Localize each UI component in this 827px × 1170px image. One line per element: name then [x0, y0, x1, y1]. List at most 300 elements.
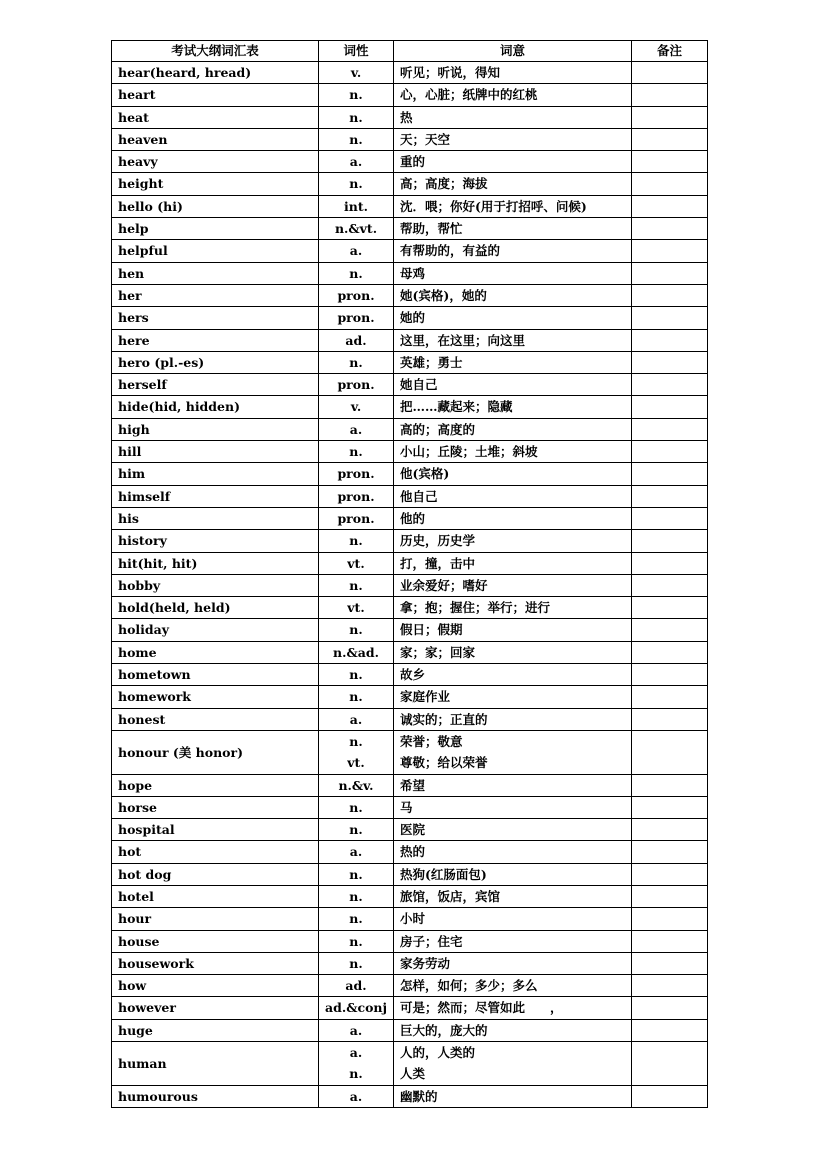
meaning-cell — [394, 463, 632, 485]
meaning-cell — [394, 908, 632, 930]
pos-text: n. — [349, 444, 363, 460]
meaning-text: 小时 — [400, 911, 426, 927]
meaning-text: 人的，人类的 — [400, 1045, 476, 1061]
note-cell — [632, 485, 708, 507]
pos-text: v. — [350, 65, 362, 80]
meaning-cell — [394, 885, 632, 907]
note-cell — [632, 686, 708, 708]
table-row — [112, 151, 708, 173]
note-cell — [632, 530, 708, 552]
table-row — [112, 173, 708, 195]
pos-cell — [319, 530, 394, 552]
vocabulary-table — [111, 40, 708, 1108]
meaning-text: 沈．喂；你好(用于打招呼、问候) — [400, 198, 587, 214]
pos-text: pron. — [337, 287, 375, 303]
note-cell — [632, 329, 708, 351]
meaning-text: 他(宾格) — [400, 466, 450, 482]
pos-cell — [319, 997, 394, 1019]
word-cell: him — [112, 463, 319, 485]
meaning-text: 幽默的 — [400, 1088, 438, 1104]
pos-text: n.&vt. — [334, 221, 378, 237]
word-cell: homework — [112, 686, 319, 708]
word-cell: height — [112, 173, 319, 195]
word-cell: history — [112, 530, 319, 552]
meaning-text: 业余爱好；嗜好 — [400, 577, 488, 593]
table-row — [112, 262, 708, 284]
table-row — [112, 84, 708, 106]
pos-text: a. — [349, 1045, 363, 1061]
meaning-cell — [394, 730, 632, 774]
pos-cell — [319, 128, 394, 150]
pos-text: n. — [349, 733, 363, 749]
pos-text: n. — [349, 577, 363, 593]
meaning-cell — [394, 418, 632, 440]
table-row — [112, 708, 708, 730]
pos-cell — [319, 619, 394, 641]
word-cell: himself — [112, 485, 319, 507]
meaning-text: 把……藏起来；隐藏 — [400, 399, 513, 415]
pos-text: a. — [349, 844, 363, 860]
pos-cell — [319, 730, 394, 774]
meaning-text: 热狗(红肠面包) — [400, 866, 487, 882]
pos-cell — [319, 329, 394, 351]
meaning-cell — [394, 774, 632, 796]
note-cell — [632, 195, 708, 217]
meaning-cell — [394, 863, 632, 885]
note-cell — [632, 708, 708, 730]
table-row — [112, 552, 708, 574]
table-row — [112, 441, 708, 463]
meaning-cell — [394, 1042, 632, 1086]
note-cell — [632, 418, 708, 440]
meaning-text: 马 — [400, 799, 413, 815]
pos-text: n. — [349, 131, 363, 147]
pos-text: pron. — [337, 488, 375, 504]
word-cell: hit(hit, hit) — [112, 552, 319, 574]
table-row — [112, 796, 708, 818]
meaning-text: 房子；住宅 — [400, 933, 463, 949]
pos-text: n. — [349, 354, 363, 370]
pos-text: n. — [349, 176, 363, 192]
meaning-cell — [394, 930, 632, 952]
pos-text: ad. — [345, 332, 367, 348]
note-cell — [632, 597, 708, 619]
table-row — [112, 597, 708, 619]
table-row — [112, 530, 708, 552]
word-cell: her — [112, 284, 319, 306]
meaning-cell — [394, 507, 632, 529]
word-cell: hot — [112, 841, 319, 863]
word-cell: hope — [112, 774, 319, 796]
meaning-text: 诚实的；正直的 — [400, 711, 488, 727]
table-row — [112, 485, 708, 507]
word-cell: honest — [112, 708, 319, 730]
pos-text: a. — [349, 421, 363, 437]
pos-cell — [319, 240, 394, 262]
note-cell — [632, 284, 708, 306]
note-cell — [632, 574, 708, 596]
table-row — [112, 284, 708, 306]
pos-text: pron. — [337, 310, 375, 326]
meaning-text: 巨大的，庞大的 — [400, 1022, 488, 1038]
note-cell — [632, 730, 708, 774]
table-row — [112, 463, 708, 485]
word-cell: hen — [112, 262, 319, 284]
table-row — [112, 819, 708, 841]
note-cell — [632, 774, 708, 796]
word-cell: housework — [112, 952, 319, 974]
pos-cell — [319, 708, 394, 730]
table-row — [112, 730, 708, 774]
meaning-text: 高的；高度的 — [400, 421, 476, 437]
word-cell: house — [112, 930, 319, 952]
note-cell — [632, 307, 708, 329]
note-cell — [632, 885, 708, 907]
meaning-cell — [394, 62, 632, 84]
note-cell — [632, 863, 708, 885]
meaning-text: 故乡 — [400, 667, 426, 683]
pos-text: n. — [349, 689, 363, 705]
meaning-cell — [394, 351, 632, 373]
pos-text: pron. — [337, 466, 375, 482]
pos-cell — [319, 975, 394, 997]
word-cell: hers — [112, 307, 319, 329]
table-row — [112, 307, 708, 329]
meaning-cell — [394, 329, 632, 351]
table-row — [112, 641, 708, 663]
table-row — [112, 62, 708, 84]
meaning-text: 心，心脏；纸牌中的红桃 — [400, 87, 538, 103]
note-cell — [632, 374, 708, 396]
pos-cell — [319, 173, 394, 195]
note-cell — [632, 240, 708, 262]
word-cell: honour (美 honor) — [112, 730, 319, 774]
table-row — [112, 885, 708, 907]
meaning-cell — [394, 686, 632, 708]
pos-cell — [319, 507, 394, 529]
word-cell: hometown — [112, 664, 319, 686]
table-row — [112, 418, 708, 440]
meaning-text: 有帮助的，有益的 — [400, 243, 501, 259]
word-cell: however — [112, 997, 319, 1019]
pos-text: n. — [349, 1066, 363, 1082]
table-row — [112, 619, 708, 641]
pos-text: vt. — [347, 555, 365, 571]
word-cell: how — [112, 975, 319, 997]
pos-cell — [319, 307, 394, 329]
table-row — [112, 351, 708, 373]
pos-text: n. — [349, 888, 363, 904]
meaning-cell — [394, 597, 632, 619]
meaning-cell — [394, 151, 632, 173]
meaning-text: 这里，在这里；向这里 — [400, 332, 526, 348]
note-cell — [632, 664, 708, 686]
meaning-cell — [394, 84, 632, 106]
pos-text: n. — [349, 822, 363, 838]
note-cell — [632, 819, 708, 841]
table-row — [112, 195, 708, 217]
word-cell: here — [112, 329, 319, 351]
pos-text: n. — [349, 667, 363, 683]
pos-cell — [319, 441, 394, 463]
meaning-cell — [394, 708, 632, 730]
pos-cell — [319, 774, 394, 796]
note-cell — [632, 930, 708, 952]
pos-text: a. — [349, 1088, 363, 1104]
meaning-cell — [394, 530, 632, 552]
meaning-text: 重的 — [400, 154, 426, 170]
note-cell — [632, 396, 708, 418]
pos-text: n. — [349, 265, 363, 281]
table-row — [112, 664, 708, 686]
table-row — [112, 1019, 708, 1041]
pos-cell — [319, 863, 394, 885]
pos-cell — [319, 351, 394, 373]
pos-text: n. — [349, 866, 363, 882]
pos-text: a. — [349, 711, 363, 727]
pos-cell — [319, 819, 394, 841]
word-cell: humourous — [112, 1085, 319, 1107]
meaning-text: 她自己 — [400, 377, 438, 393]
table-row — [112, 106, 708, 128]
pos-cell — [319, 463, 394, 485]
header-pos: 词性 — [319, 41, 394, 62]
meaning-text: 她(宾格)，她的 — [400, 287, 487, 303]
meaning-text: 医院 — [400, 822, 426, 838]
note-cell — [632, 619, 708, 641]
note-cell — [632, 351, 708, 373]
pos-cell — [319, 84, 394, 106]
word-cell: heavy — [112, 151, 319, 173]
table-row — [112, 507, 708, 529]
meaning-text: 打，撞，击中 — [400, 555, 476, 571]
meaning-text: 历史，历史学 — [400, 533, 476, 549]
meaning-cell — [394, 975, 632, 997]
note-cell — [632, 841, 708, 863]
meaning-cell — [394, 195, 632, 217]
table-row — [112, 908, 708, 930]
note-cell — [632, 151, 708, 173]
pos-cell — [319, 262, 394, 284]
note-cell — [632, 262, 708, 284]
word-cell: human — [112, 1042, 319, 1086]
pos-text: n. — [349, 799, 363, 815]
meaning-text: 她的 — [400, 310, 426, 326]
pos-cell — [319, 151, 394, 173]
word-cell: hold(held, held) — [112, 597, 319, 619]
word-cell: hot dog — [112, 863, 319, 885]
meaning-cell — [394, 396, 632, 418]
table-row — [112, 396, 708, 418]
word-cell: hill — [112, 441, 319, 463]
pos-text: n. — [349, 955, 363, 971]
note-cell — [632, 975, 708, 997]
meaning-cell — [394, 218, 632, 240]
word-cell: heaven — [112, 128, 319, 150]
pos-cell — [319, 908, 394, 930]
pos-cell — [319, 195, 394, 217]
meaning-text: 假日；假期 — [400, 622, 463, 638]
note-cell — [632, 106, 708, 128]
pos-cell — [319, 930, 394, 952]
word-cell: hobby — [112, 574, 319, 596]
table-row — [112, 975, 708, 997]
word-cell: huge — [112, 1019, 319, 1041]
pos-cell — [319, 1085, 394, 1107]
table-row — [112, 1042, 708, 1086]
meaning-text: 家务劳动 — [400, 955, 451, 971]
pos-cell — [319, 396, 394, 418]
table-row — [112, 240, 708, 262]
meaning-text: 旅馆，饭店，宾馆 — [400, 888, 501, 904]
pos-text: ad. — [345, 978, 367, 994]
pos-text: a. — [349, 154, 363, 170]
meaning-text: 天；天空 — [400, 131, 451, 147]
meaning-cell — [394, 262, 632, 284]
pos-text: n. — [349, 87, 363, 103]
meaning-cell — [394, 552, 632, 574]
pos-text: pron. — [337, 377, 375, 393]
meaning-cell — [394, 841, 632, 863]
table-row — [112, 374, 708, 396]
word-cell: hospital — [112, 819, 319, 841]
note-cell — [632, 908, 708, 930]
meaning-cell — [394, 307, 632, 329]
table-row — [112, 774, 708, 796]
meaning-text: 高；高度；海拔 — [400, 176, 488, 192]
meaning-cell — [394, 173, 632, 195]
meaning-text: 家庭作业 — [400, 689, 451, 705]
word-cell: hotel — [112, 885, 319, 907]
pos-cell — [319, 574, 394, 596]
meaning-text: 母鸡 — [400, 265, 426, 281]
table-row — [112, 329, 708, 351]
pos-cell — [319, 284, 394, 306]
pos-text: ad.&conj — [325, 1000, 388, 1016]
pos-text: n.&v. — [338, 777, 374, 793]
pos-text: n. — [349, 911, 363, 927]
pos-cell — [319, 218, 394, 240]
word-cell: help — [112, 218, 319, 240]
pos-cell — [319, 1042, 394, 1086]
pos-text: a. — [349, 1022, 363, 1038]
word-cell: his — [112, 507, 319, 529]
note-cell — [632, 641, 708, 663]
word-cell: hear(heard, hread) — [112, 62, 319, 84]
pos-text: n. — [349, 533, 363, 549]
meaning-text: 听见；听说，得知 — [400, 65, 501, 80]
header-word: 考试大纲词汇表 — [112, 41, 319, 62]
meaning-cell — [394, 128, 632, 150]
table-row — [112, 952, 708, 974]
note-cell — [632, 128, 708, 150]
meaning-text: 家；家；回家 — [400, 644, 476, 660]
pos-cell — [319, 597, 394, 619]
word-cell: high — [112, 418, 319, 440]
note-cell — [632, 463, 708, 485]
pos-cell — [319, 664, 394, 686]
meaning-cell — [394, 374, 632, 396]
pos-cell — [319, 106, 394, 128]
meaning-cell — [394, 664, 632, 686]
word-cell: home — [112, 641, 319, 663]
meaning-text: 希望 — [400, 777, 426, 793]
pos-cell — [319, 1019, 394, 1041]
word-cell: helpful — [112, 240, 319, 262]
pos-cell — [319, 641, 394, 663]
table-row — [112, 997, 708, 1019]
note-cell — [632, 552, 708, 574]
meaning-text: 怎样，如何；多少；多么 — [400, 978, 538, 994]
pos-cell — [319, 841, 394, 863]
meaning-cell — [394, 619, 632, 641]
meaning-cell — [394, 574, 632, 596]
pos-cell — [319, 418, 394, 440]
pos-cell — [319, 686, 394, 708]
meaning-text: 热的 — [400, 844, 426, 860]
pos-text: vt. — [347, 600, 365, 616]
pos-text: vt. — [347, 755, 365, 771]
note-cell — [632, 62, 708, 84]
table-row — [112, 841, 708, 863]
meaning-cell — [394, 284, 632, 306]
note-cell — [632, 1019, 708, 1041]
table-row — [112, 1085, 708, 1107]
pos-text: n. — [349, 622, 363, 638]
meaning-text: 英雄；勇士 — [400, 354, 463, 370]
meaning-text: 小山；丘陵；土堆；斜坡 — [400, 444, 538, 460]
word-cell: horse — [112, 796, 319, 818]
note-cell — [632, 1085, 708, 1107]
meaning-text: 可是；然而；尽管如此 ， — [400, 1000, 563, 1016]
word-cell: heat — [112, 106, 319, 128]
word-cell: holiday — [112, 619, 319, 641]
pos-cell — [319, 374, 394, 396]
meaning-cell — [394, 819, 632, 841]
pos-text: n.&ad. — [333, 644, 379, 660]
pos-cell — [319, 62, 394, 84]
meaning-cell — [394, 106, 632, 128]
meaning-text: 尊敬；给以荣誉 — [400, 755, 488, 771]
table-row — [112, 930, 708, 952]
meaning-text: 帮助，帮忙 — [400, 221, 463, 237]
word-cell: herself — [112, 374, 319, 396]
meaning-cell — [394, 796, 632, 818]
pos-cell — [319, 796, 394, 818]
meaning-cell — [394, 240, 632, 262]
meaning-text: 人类 — [400, 1066, 426, 1082]
note-cell — [632, 173, 708, 195]
meaning-text: 荣誉；敬意 — [400, 733, 463, 749]
meaning-cell — [394, 997, 632, 1019]
note-cell — [632, 952, 708, 974]
meaning-text: 拿；抱；握住；举行；进行 — [400, 600, 551, 616]
table-body — [112, 62, 708, 1108]
pos-text: v. — [350, 399, 362, 415]
header-row — [112, 41, 708, 62]
meaning-cell — [394, 441, 632, 463]
word-cell: hello (hi) — [112, 195, 319, 217]
word-cell: heart — [112, 84, 319, 106]
table-row — [112, 574, 708, 596]
note-cell — [632, 218, 708, 240]
meaning-text: 他的 — [400, 510, 426, 526]
note-cell — [632, 796, 708, 818]
word-cell: hide(hid, hidden) — [112, 396, 319, 418]
pos-cell — [319, 485, 394, 507]
table-row — [112, 128, 708, 150]
meaning-text: 热 — [400, 109, 413, 125]
